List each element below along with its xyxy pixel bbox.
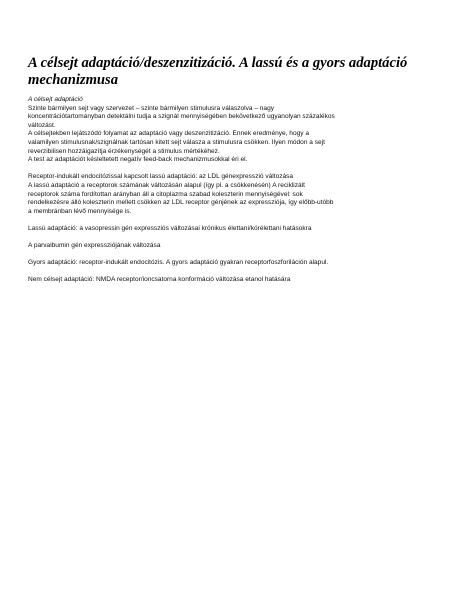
paragraph-1-line-6: reverzibilisen hozzáigazítja érzékenységét a stimulus mértékéhez. (28, 147, 220, 155)
paragraph-2-line-2: A lassú adaptáció a receptorok számának változásán alapul (így pl. a csökkenésén) A reciklizált (28, 181, 305, 189)
paragraph-1-line-2: koncentrációtartományban detektálni tudja a szignál mennyiségében bekövetkező ugyanolyan százalékos (28, 113, 335, 121)
title-line-2: mechanizmusa (28, 72, 119, 88)
paragraph-1-line-3: változást. (28, 121, 56, 129)
paragraph-spacer (28, 251, 453, 260)
paragraph-2-line-3: receptorok száma fordítottan arányban áll a citoplazma szabad koleszterin mennyiségével: sok (28, 190, 303, 198)
paragraph-4: A parvalbumin gén expressziójának változása (28, 242, 161, 250)
paragraph-2-line-5: a membránban lévő mennyisége is. (28, 207, 132, 215)
page-title (28, 55, 428, 89)
paragraph-5: Gyors adaptáció: receptor-indukált endocitózis. A gyors adaptáció gyakran receptorfoszforiláción alapul. (28, 259, 329, 267)
paragraph-1-line-1: Szinte bármilyen sejt vagy szervezet – szinte bármilyen stimulusra válaszolva – nagy (28, 104, 274, 112)
section-subtitle: A célsejt adaptáció (28, 96, 83, 103)
paragraph-6: Nem célsejt adaptáció: NMDA receptor/ioncsatorna konformáció változása etanol hatására (28, 276, 291, 284)
paragraph-1-line-4: A célsejtekben lejátszódó folyamat az adaptáció vagy deszenzitizáció. Ennek eredménye, hogy a (28, 130, 309, 138)
paragraph-spacer (28, 234, 453, 243)
paragraph-2-line-4: rendelkezésre álló koleszterin mellett csökken az LDL receptor génjének az expressziója, így előbb-utóbb (28, 199, 334, 207)
paragraph-spacer (28, 216, 453, 225)
document-body (28, 96, 453, 285)
title-line-1: A célsejt adaptáció/deszenzitizáció. A lassú és a gyors adaptáció (28, 55, 408, 71)
paragraph-1-line-7: A test az adaptációt késleltetett negatív feed-back mechanizmusokkal éri el. (28, 156, 248, 164)
paragraph-1-line-5: valamilyen stimulusnak/szignálnak tartósan kitett sejt válasza a stimulusra csökken. Ilyen módon a sejt (28, 138, 325, 146)
paragraph-spacer (28, 165, 453, 174)
paragraph-spacer (28, 268, 453, 277)
paragraph-3: Lassú adaptáció: a vasopressin gén expressziós változásai krónikus élettani/kórélettani hatásokra (28, 224, 312, 232)
paragraph-2-line-1: Receptor-indukált endocitózissal kapcsolt lassú adaptáció: az LDL génexpresszió változása (28, 173, 294, 181)
